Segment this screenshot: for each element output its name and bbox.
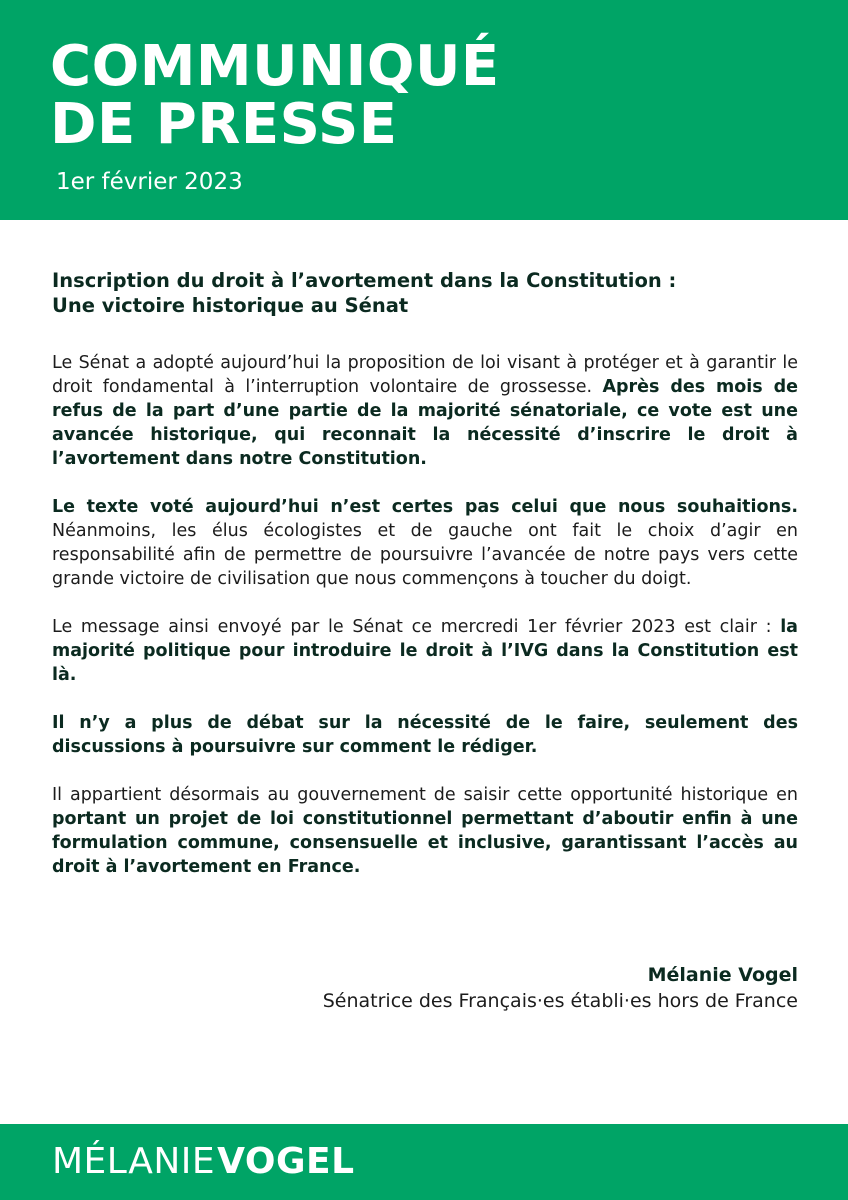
signature-block	[323, 962, 798, 1014]
document-title-line-1: Inscription du droit à l’avortement dans la Constitution :	[52, 269, 677, 292]
release-date: 1er février 2023	[56, 169, 243, 195]
title-line-2: DE PRESSE	[50, 92, 398, 157]
document-body	[52, 268, 798, 903]
press-release-title	[50, 34, 500, 157]
paragraph-1-emphasis: Après des mois de refus de la part d’une partie de la majorité sénatoriale, ce vote est une avancée historique, qui reconnait la nécessité d’inscrire le droit à l’avortement dans notre Constitution.	[52, 377, 799, 469]
paragraph-1	[52, 351, 798, 471]
signatory-role: Sénatrice des Français·es établi·es hors de France	[322, 990, 798, 1012]
paragraph-4-emphasis: Il n’y a plus de débat sur la nécessité de le faire, seulement des discussions à poursuivre sur comment le rédiger.	[52, 713, 798, 757]
document-title	[52, 268, 798, 318]
document-title-line-2: Une victoire historique au Sénat	[52, 294, 409, 317]
signatory-name: Mélanie Vogel	[647, 964, 798, 986]
paragraph-3-emphasis: la majorité politique pour introduire le droit à l’IVG dans la Constitution est là.	[52, 617, 798, 685]
paragraph-5-emphasis: portant un projet de loi constitutionnel permettant d’aboutir enfin à une formulation commune, consensuelle et inclusive, garantissant l’accès au droit à l’avortement en France.	[52, 809, 798, 877]
paragraph-5	[52, 783, 798, 879]
paragraph-1-text: Le Sénat a adopté aujourd’hui la proposition de loi visant à protéger et à garantir le droit fondamental à l’interruption volontaire de grossesse.	[52, 353, 798, 397]
title-line-1: COMMUNIQUÉ	[50, 34, 500, 99]
paragraph-5-text: Il appartient désormais au gouvernement de saisir cette opportunité historique en	[52, 785, 798, 805]
paragraph-3-text: Le message ainsi envoyé par le Sénat ce mercredi 1er février 2023 est clair :	[52, 617, 781, 637]
paragraph-3	[52, 615, 798, 687]
logo-last-name: VOGEL	[217, 1141, 355, 1182]
header-banner	[0, 0, 848, 220]
paragraph-2	[52, 495, 798, 591]
paragraph-2-text: Néanmoins, les élus écologistes et de gauche ont fait le choix d’agir en responsabilité afin de permettre de poursuivre l’avancée de notre pays vers cette grande victoire de civilisation que nous commençons à toucher du doigt.	[52, 521, 798, 589]
melanie-vogel-logo	[52, 1140, 355, 1184]
logo-first-name: MÉLANIE	[52, 1141, 216, 1182]
paragraph-4	[52, 711, 798, 759]
footer-banner	[0, 1124, 848, 1200]
paragraph-2-emphasis: Le texte voté aujourd’hui n’est certes pas celui que nous souhaitions.	[52, 497, 798, 517]
